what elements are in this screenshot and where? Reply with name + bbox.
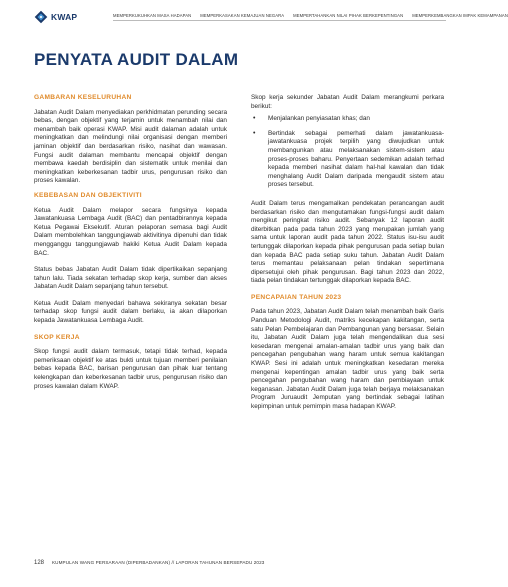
header-nav xyxy=(113,13,508,18)
section-heading-pencapaian: PENCAPAIAN TAHUN 2023 xyxy=(251,293,342,301)
paragraph-kebebasan-3: Ketua Audit Dalam menyedari bahawa sekiranya sekatan besar terhadap skop fungsi audit dalam berlaku, ia akan dilaporkan kepada Jawatankuasa Lembaga Audit. xyxy=(34,299,227,325)
nav-item-impak-kemampanan[interactable]: MEMPERKEMBANGKAN IMPAK KEMAMPANAN xyxy=(412,13,508,18)
paragraph-perancangan-audit: Audit Dalam terus mengamalkan pendekatan perancangan audit berdasarkan risiko dan mengutamakan fungsi-fungsi audit dalam mengikut peringkat risiko audit. Sebanyak 12 laporan audit diterbitkan pada pada tahun 2023 yang merupakan jumlah yang sama untuk laporan audit pada tahun 2022. Status isu-isu audit tertunggak dilaporkan kepada pihak pengurusan pada setiap bulan dan kepada BAC pada setiap suku tahun. Jabatan Audit Dalam terus memantau pelaksanaan pelan tindakan sepertimana dipersetujui oleh pihak pengurusan. Bagi tahun 2023 dan 2022, tiada pelan tindakan tertunggak dilaporkan kepada BAC. xyxy=(251,199,444,285)
nav-item-kemajuan-negara[interactable]: MEMPERKASAKAN KEMAJUAN NEGARA xyxy=(200,13,285,18)
section-heading-kebebasan: KEBEBASAN DAN OBJEKTIVITI xyxy=(34,191,142,199)
logo-text: KWAP xyxy=(51,12,78,22)
section-heading-skop: SKOP KERJA xyxy=(34,333,80,341)
top-bar xyxy=(0,0,508,30)
header-divider xyxy=(113,20,446,21)
page-title: PENYATA AUDIT DALAM xyxy=(34,50,239,69)
list-item: • Bertindak sebagai pemerhati dalam jawatankuasa-jawatankuasa projek terpilih yang diwujudkan untuk membangunkan atau melaksanakan sistem-sistem atau proses-proses baharu. Penyertaan sedemikan adalah terhad kepada memberi nasihat dalam hal-hal kawalan dan tidak menghalang Audit Dalam daripada mengaudit sistem atau proses tersebut. xyxy=(251,130,444,190)
nav-item-masa-hadapan[interactable]: MEMPERKUKUHKAN MASA HADAPAN xyxy=(113,13,192,18)
paragraph-gambaran: Jabatan Audit Dalam menyediakan perkhidmatan perunding secara bebas, dengan objektif yang terjamin untuk menambah nilai dan menambah baik operasi KWAP. Misi audit dalaman adalah untuk meningkatkan dan melindungi nilai organisasi dengan memberi jaminan objektif dan berdasarkan risiko, nasihat dan wawasan. Fungsi audit dalaman membantu mencapai objektif dengan membawa kaedah berdisiplin dan sistematik untuk menilai dan meningkatkan keberkesanan tadbir urus, pengurusan risiko dan proses kawalan. xyxy=(34,108,227,185)
paragraph-kebebasan-2: Status bebas Jabatan Audit Dalam tidak dipertikaikan sepanjang tahun lalu. Tiada sekatan terhadap skop kerja, sumber dan akses Jabatan Audit Dalam sepanjang tahun tersebut. xyxy=(34,266,227,291)
paragraph-kebebasan-1: Ketua Audit Dalam melapor secara fungsinya kepada Jawatankuasa Lembaga Audit (BAC) dan pentadbirannya kepada Ketua Pegawai Eksekutif. Aturan pelaporan semasa bagi Audit Dalam membolehkan tanggungjawab aktivitinya dipenuhi dan tidak mengganggu tanggungjawab hakiki Ketua Audit Dalam kepada BAC. xyxy=(34,206,227,257)
paragraph-skop: Skop fungsi audit dalam termasuk, tetapi tidak terhad, kepada pemeriksaan objektif ke atas bukti untuk tujuan memberi penilaian bebas kepada BAC, barisan pengurusan dan pihak luar tentang kelengkapan dan keberkesanan tadbir urus, pengurusan risiko dan proses kawalan dalam KWAP. xyxy=(34,348,227,390)
nav-item-nilai-pihak[interactable]: MEMPERTAHANKAN NILAI PIHAK BERKEPENTINGAN xyxy=(293,13,404,18)
page-footer xyxy=(34,560,264,566)
page-number: 128 xyxy=(34,560,45,566)
section-heading-gambaran: GAMBARAN KESELURUHAN xyxy=(34,94,132,101)
kwap-logo[interactable] xyxy=(34,10,77,24)
footer-text: KUMPULAN WANG PERSARAAN (DIPERBADANKAN) // LAPORAN TAHUNAN BERSEPADU 2023 xyxy=(52,560,265,565)
right-column xyxy=(251,94,444,420)
paragraph-skop-sekunder: Skop kerja sekunder Jabatan Audit Dalam merangkumi perkara berikut: xyxy=(251,94,444,110)
paragraph-pencapaian: Pada tahun 2023, Jabatan Audit Dalam telah menambah baik Garis Panduan Metodologi Audit, matriks kecekapan kakitangan, serta satu Pelan Pembelajaran dan Pembangunan yang bersasar. Selain itu, Jabatan Audit Dalam juga telah mengendalikan dua sesi kesedaran mengenai amalan-amalan tadbir urus yang baik dan pencegahan pengubahan wang haram untuk semua kakitangan KWAP. Sesi ini adalah untuk meningkatkan kesedaran mereka mengenai kepentingan amalan tadbir urus yang baik serta pencegahan pengubahan wang haram dan pembiayaan untuk keganasan. Jabatan Audit Dalam juga telah berjaya melaksanakan Program Juruaudit Jemputan yang bertindak sebagai latihan kepimpinan untuk pemimpin masa hadapan KWAP. xyxy=(251,308,444,410)
bullet-list xyxy=(251,115,444,190)
list-item: • Menjalankan penyiasatan khas; dan xyxy=(251,115,444,124)
left-column xyxy=(34,94,227,399)
kwap-logo-icon xyxy=(34,10,48,24)
